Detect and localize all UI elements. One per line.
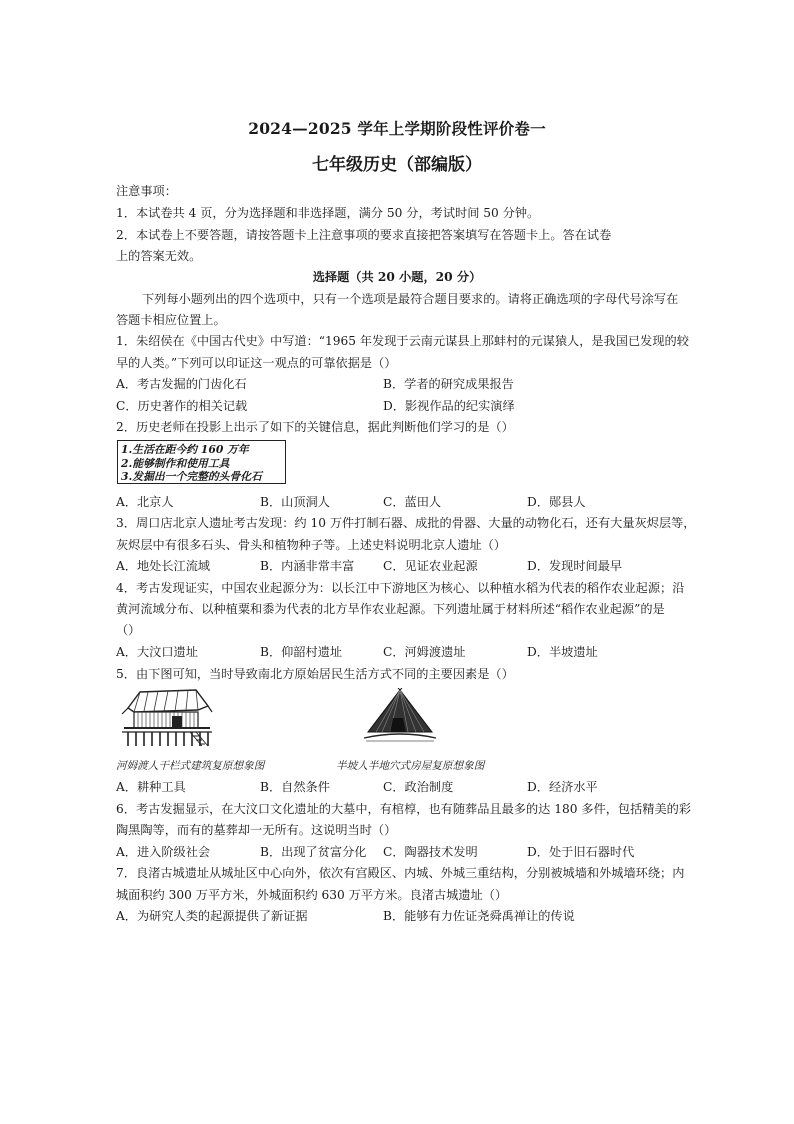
- q2-option-b: B．山顶洞人: [260, 495, 330, 509]
- exam-subtitle: 七年级历史（部编版）: [312, 155, 482, 175]
- q7-option-a: A．为研究人类的起源提供了新证据: [116, 909, 308, 923]
- q2-info-box: [117, 440, 286, 484]
- q2-info-line-3: 3.发掘出一个完整的头骨化石: [121, 470, 262, 484]
- q1-option-b: B．学者的研究成果报告: [383, 377, 514, 391]
- notice-item-2-line-1: 2．本试卷上不要答题，请按答题卡上注意事项的要求直接把答案填写在答题卡上。答在试卷: [116, 228, 612, 242]
- q2-info-line-1: 1.生活在距今约 160 万年: [121, 443, 249, 456]
- q3-option-d: D．发现时间最早: [527, 559, 623, 573]
- q5-caption-right: 半坡人半地穴式房屋复原想象图: [336, 760, 485, 772]
- section-title: 选择题（共 20 小题，20 分）: [312, 270, 482, 284]
- stilt-house-illustration: [118, 686, 214, 748]
- q7-stem-line-1: 7．良渚古城遗址从城址区中心向外，依次有宫殿区、内城、外城三重结构，分别被城墙和外城墙环绕；内: [116, 866, 685, 880]
- q6-stem-line-2: 陶黑陶等，而有的墓葬却一无所有。这说明当时（）: [116, 823, 397, 837]
- q1-option-d: D．影视作品的纪实演绎: [383, 399, 515, 413]
- q2-info-line-2: 2.能够制作和使用工具: [121, 456, 230, 470]
- q7-stem-line-2: 城面积约 300 万平方米，外城面积约 630 万平方米。良渚古城遗址（）: [116, 888, 508, 902]
- q5-option-b: B．自然条件: [260, 780, 330, 794]
- q1-option-a: A．考古发掘的门齿化石: [116, 377, 247, 391]
- q4-stem-line-3: （）: [116, 623, 141, 637]
- q5-stem: 5．由下图可知，当时导致南北方原始居民生活方式不同的主要因素是（）: [116, 667, 514, 681]
- q4-option-d: D．半坡遗址: [527, 645, 598, 659]
- q1-option-c: C．历史著作的相关记载: [116, 399, 248, 413]
- q6-option-c: C．陶器技术发明: [383, 845, 478, 859]
- q2-option-a: A．北京人: [116, 495, 174, 509]
- section-instruction-line-2: 答题卡相应位置上。: [116, 313, 226, 327]
- section-instruction-line-1: 下列每小题列出的四个选项中，只有一个选项是最符合题目要求的。请将正确选项的字母代号涂写在: [142, 292, 679, 306]
- q5-option-c: C．政治制度: [383, 780, 454, 794]
- q1-stem-line-2: 早的人类。”下列可以印证这一观点的可靠依据是（）: [116, 356, 397, 370]
- q4-stem-line-1: 4．考古发现证实，中国农业起源分为：以长江中下游地区为核心、以种植水稻为代表的稻作农业起源；沿: [116, 581, 685, 595]
- q3-option-b: B．内涵非常丰富: [260, 559, 355, 573]
- q1-stem-line-1: 1．朱绍侯在《中国古代史》中写道：“1965 年发现于云南元谋县上那蚌村的元谋猿人，是我国已发现的较: [116, 334, 689, 348]
- q5-caption-left: 河姆渡人干栏式建筑复原想象图: [116, 760, 265, 772]
- q3-stem-line-1: 3．周口店北京人遗址考古发现：约 10 万件打制石器、成批的骨器、大量的动物化石，还有大量灰烬层等，: [116, 516, 696, 530]
- q4-option-b: B．仰韶村遗址: [260, 645, 343, 659]
- notice-item-1: 1．本试卷共 4 页，分为选择题和非选择题，满分 50 分，考试时间 50 分钟。: [116, 206, 540, 220]
- exam-title: 2024—2025 学年上学期阶段性评价卷一: [248, 119, 546, 138]
- q7-option-b: B．能够有力佐证尧舜禹禅让的传说: [383, 909, 575, 923]
- q2-option-c: C．蓝田人: [383, 495, 442, 509]
- q2-stem: 2．历史老师在投影上出示了如下的关键信息，据此判断他们学习的是（）: [116, 420, 514, 434]
- q3-option-c: C．见证农业起源: [383, 559, 478, 573]
- notice-heading: 注意事项：: [116, 184, 177, 198]
- q2-option-d: D．郧县人: [527, 495, 586, 509]
- q6-option-a: A．进入阶级社会: [116, 845, 211, 859]
- pit-house-illustration: [362, 688, 438, 746]
- q6-option-b: B．出现了贫富分化: [260, 845, 367, 859]
- q4-stem-line-2: 黄河流域分布、以种植粟和黍为代表的北方旱作农业起源。下列遗址属于材料所述“稻作农业起源”的是: [116, 602, 665, 616]
- q5-option-d: D．经济水平: [527, 780, 598, 794]
- q6-stem-line-1: 6．考古发掘显示，在大汶口文化遗址的大墓中，有棺椁，也有随葬品且最多的达 180 多件，包括精美的彩: [116, 802, 692, 816]
- q4-option-c: C．河姆渡遗址: [383, 645, 466, 659]
- q5-option-a: A．耕种工具: [116, 780, 186, 794]
- q3-option-a: A．地处长江流域: [116, 559, 211, 573]
- q4-option-a: A．大汶口遗址: [116, 645, 198, 659]
- notice-item-2-line-2: 上的答案无效。: [116, 249, 202, 263]
- q6-option-d: D．处于旧石器时代: [527, 845, 635, 859]
- q3-stem-line-2: 灰烬层中有很多石头、骨头和植物种子等。上述史料说明北京人遗址（）: [116, 538, 506, 552]
